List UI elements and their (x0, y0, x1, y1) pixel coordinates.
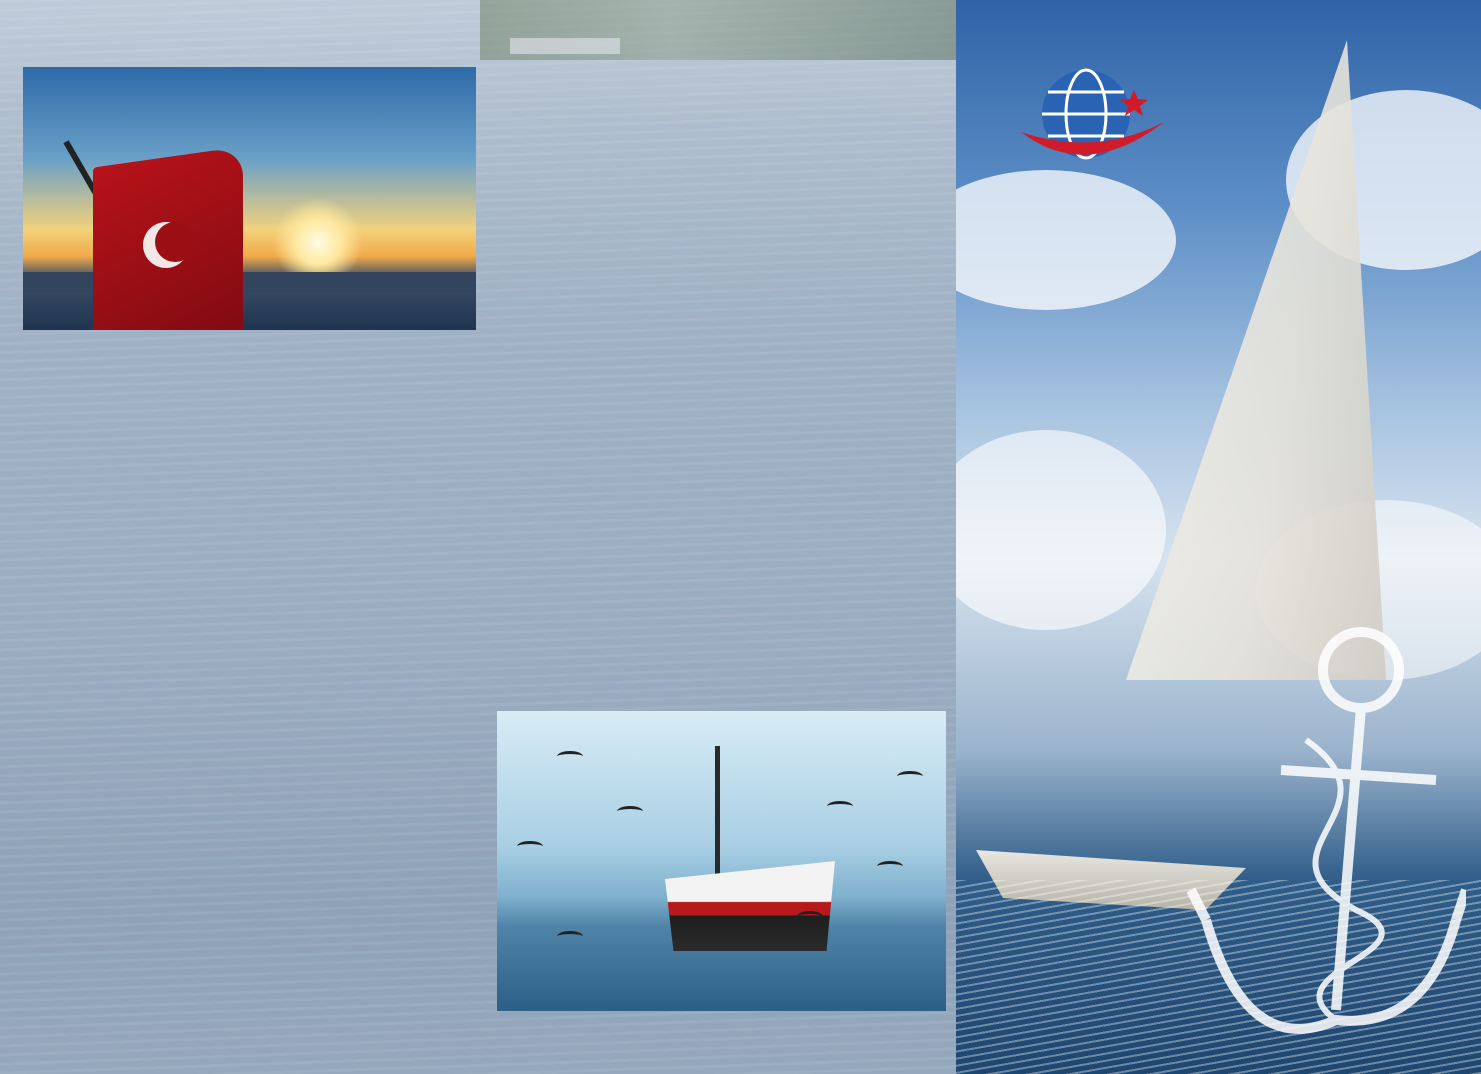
flag-crescent-cut (155, 222, 195, 262)
seagull (797, 911, 823, 922)
cloud (956, 430, 1166, 630)
seagull (557, 751, 583, 762)
ferry-mast (715, 746, 720, 876)
cover-title (956, 290, 1481, 298)
cloud (956, 170, 1176, 310)
anchor-icon (1186, 590, 1466, 1070)
cover-panel (956, 0, 1481, 1074)
ministry-logo-icon (1016, 62, 1166, 172)
flag-sunset-photo (23, 67, 476, 330)
seagull (617, 806, 643, 817)
ferry (665, 861, 835, 951)
seagull (517, 841, 543, 852)
pier-image (510, 38, 620, 54)
left-column (26, 333, 472, 369)
ferry-photo (497, 711, 946, 1011)
middle-column (497, 64, 945, 82)
seagull (877, 861, 903, 872)
seagull (557, 931, 583, 942)
seagull (897, 771, 923, 782)
city-skyline (23, 272, 476, 292)
seagull (827, 801, 853, 812)
